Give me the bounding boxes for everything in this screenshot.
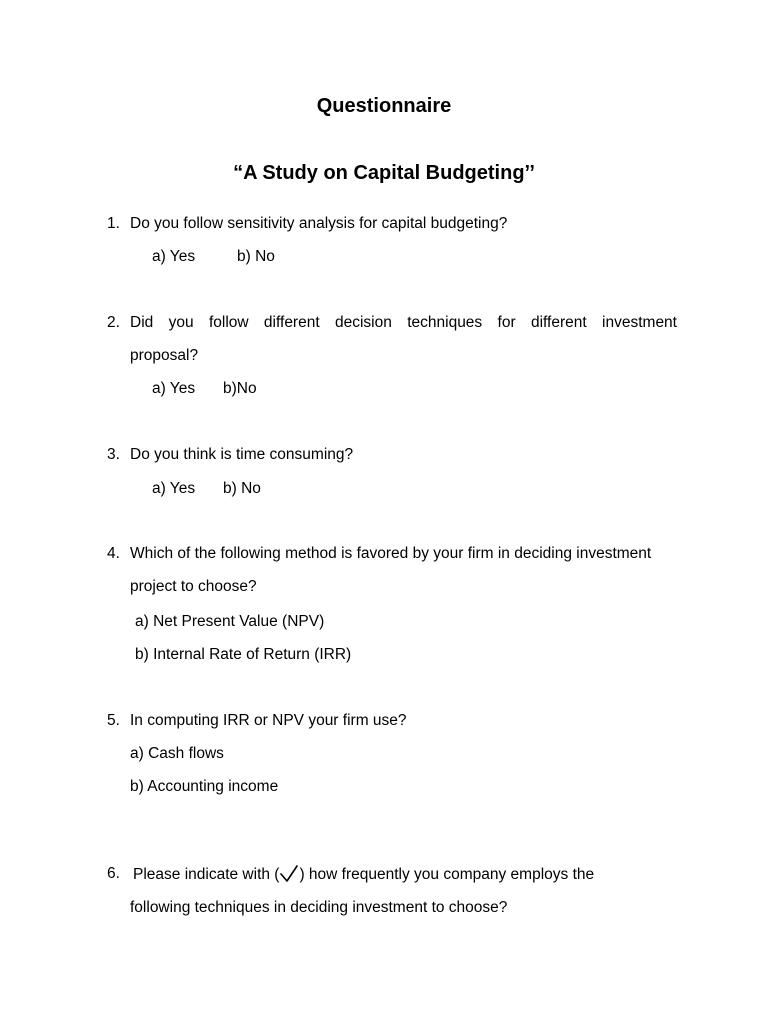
question-text-continued: proposal? bbox=[130, 347, 199, 364]
option-b: b) No bbox=[237, 248, 275, 265]
question-number: 3. bbox=[107, 446, 120, 463]
question-text: Do you follow sensitivity analysis for capital budgeting? bbox=[130, 215, 508, 232]
page-subtitle: “A Study on Capital Budgeting’’ bbox=[233, 162, 535, 184]
question-text: Did you follow different decision techniques for different investment bbox=[130, 314, 677, 331]
question-number: 2. bbox=[107, 314, 120, 331]
question-number: 4. bbox=[107, 545, 120, 562]
question-text: In computing IRR or NPV your firm use? bbox=[130, 712, 407, 729]
option-a: a) Yes bbox=[152, 380, 196, 397]
question-text-before-check: Please indicate with ( bbox=[133, 866, 280, 883]
question-text-continued: project to choose? bbox=[130, 578, 257, 595]
question-text bbox=[133, 865, 594, 884]
question-text: Do you think is time consuming? bbox=[130, 446, 354, 463]
check-mark-icon bbox=[279, 865, 299, 883]
option-b: b) No bbox=[223, 480, 261, 497]
option-b: b) Internal Rate of Return (IRR) bbox=[135, 646, 352, 663]
question-number: 6. bbox=[107, 865, 120, 882]
option-b: b) Accounting income bbox=[130, 778, 279, 795]
option-a: a) Net Present Value (NPV) bbox=[135, 613, 325, 630]
question-number: 5. bbox=[107, 712, 120, 729]
option-a: a) Yes bbox=[152, 248, 196, 265]
option-a: a) Cash flows bbox=[130, 745, 224, 762]
page-title: Questionnaire bbox=[316, 95, 452, 117]
question-text: Which of the following method is favored by your firm in deciding investment bbox=[130, 545, 652, 562]
option-b: b)No bbox=[223, 380, 257, 397]
option-a: a) Yes bbox=[152, 480, 196, 497]
question-number: 1. bbox=[107, 215, 120, 232]
question-text-continued: following techniques in deciding investment to choose? bbox=[130, 899, 508, 916]
question-text-after-check: ) how frequently you company employs the bbox=[299, 866, 595, 883]
